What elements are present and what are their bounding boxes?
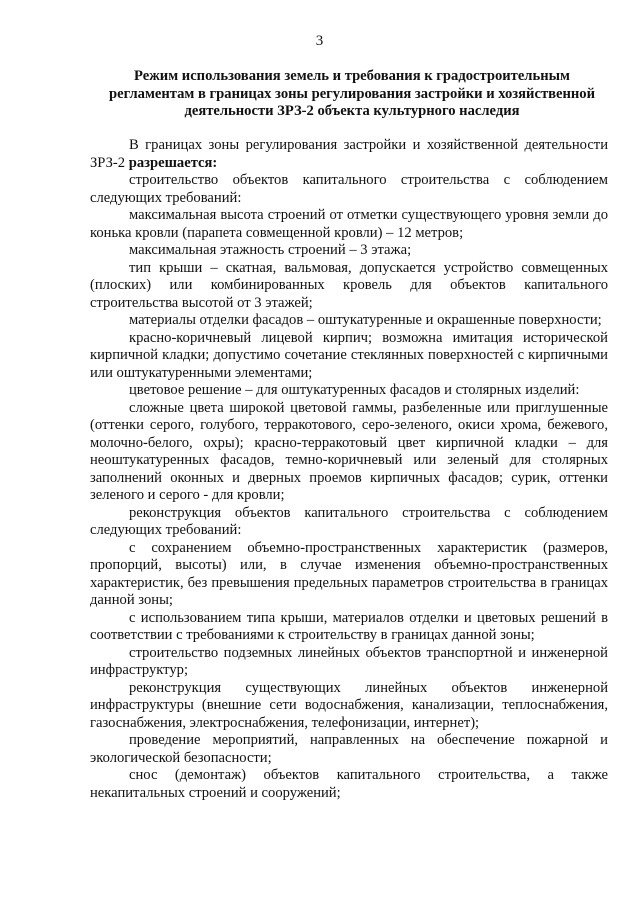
paragraph: максимальная высота строений от отметки существующего уровня земли до конька кровли (парапета совмещенной кровли) – 12 метров; [90, 207, 608, 241]
paragraph: максимальная этажность строений – 3 этажа; [129, 242, 412, 258]
paragraph: строительство подземных линейных объектов транспортной и инженерной инфраструктур; [90, 644, 608, 678]
paragraph: снос (демонтаж) объектов капитального строительства, а также некапитальных строений и сооружений; [90, 767, 608, 801]
paragraph: реконструкция существующих линейных объектов инженерной инфраструктуры (внешние сети водоснабжения, канализации, теплоснабжения, газоснабжения, электроснабжения, телефонизации, интернет); [90, 679, 608, 731]
paragraph: красно-коричневый лицевой кирпич; возможна имитация исторической кирпичной кладки; допустимо сочетание стеклянных поверхностей с кирпичными или оштукатуренными элементами; [90, 329, 608, 381]
paragraph: цветовое решение – для оштукатуренных фасадов и столярных изделий: [129, 382, 580, 398]
paragraph: строительство объектов капитального строительства с соблюдением следующих требований: [90, 172, 608, 206]
paragraph: с использованием типа крыши, материалов отделки и цветовых решений в соответствии с требованиями к строительству в границах данной зоны; [90, 609, 608, 643]
paragraph: сложные цвета широкой цветовой гаммы, разбеленные или приглушенные (оттенки серого, голубого, терракотового, серо-зеленого, окиси хрома, бежевого, молочно-белого, охры); красно-терракотовый цвет кирпичной кладки – для неоштукатуренных фасадов, темно-коричневый или зеленый для столярных заполнений оконных и дверных проемов кирпичных фасадов; сурик, оттенки зеленого и серого - для кровли; [90, 399, 608, 503]
intro-text: В границах зоны регулирования застройки и хозяйственной деятельности ЗРЗ-2 [90, 137, 608, 171]
intro-bold-text: разрешается: [128, 154, 218, 171]
paragraph: тип крыши – скатная, вальмовая, допускается устройство совмещенных (плоских) или комбинированных кровель для объектов капитального строительства высотой от 3 этажей; [90, 259, 608, 311]
page-number: 3 [315, 33, 324, 49]
document-body [90, 137, 608, 802]
intro-paragraph [90, 137, 608, 172]
paragraph: реконструкция объектов капитального строительства с соблюдением следующих требований: [90, 504, 608, 538]
paragraph: проведение мероприятий, направленных на обеспечение пожарной и экологической безопасности; [90, 732, 608, 766]
paragraph: материалы отделки фасадов – оштукатуренные и окрашенные поверхности; [129, 312, 602, 328]
document-title: Режим использования земель и требования к градостроительным регламентам в границах зоны регулирования застройки и хозяйственной деятельности ЗРЗ-2 объекта культурного наследия [109, 68, 595, 119]
paragraph: с сохранением объемно-пространственных характеристик (размеров, пропорций, высоты) или, в случае изменения объемно-пространственных характеристик, без превышения предельных параметров строительства в границах данной зоны; [90, 539, 608, 608]
